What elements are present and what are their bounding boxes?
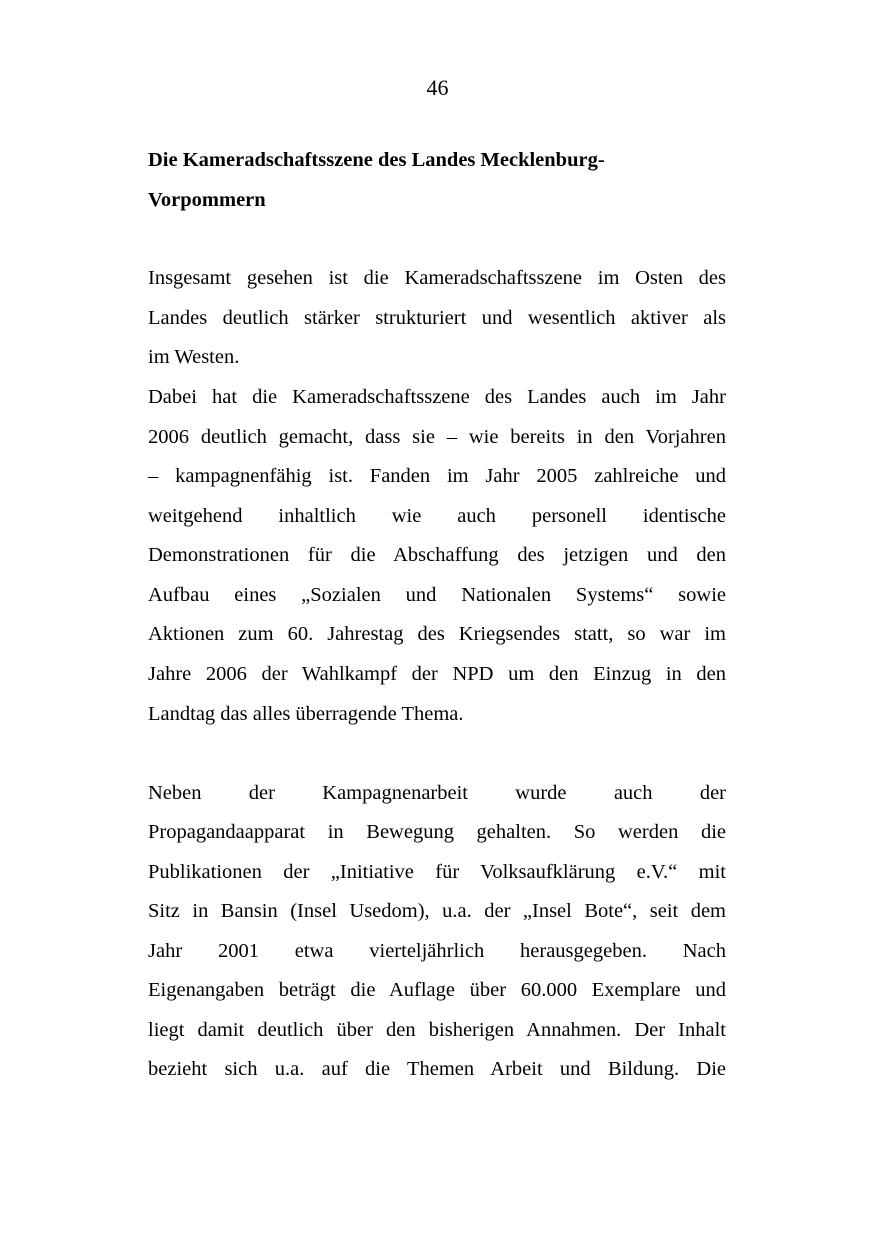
text-line: 2006 deutlich gemacht, dass sie – wie bereits in den Vorjahren bbox=[148, 426, 726, 448]
text-line: Landtag das alles überragende Thema. bbox=[148, 703, 464, 725]
text-line: Sitz in Bansin (Insel Usedom), u.a. der „Insel Bote“, seit dem bbox=[148, 900, 726, 922]
text-line: Landes deutlich stärker strukturiert und wesentlich aktiver als bbox=[148, 307, 726, 329]
text-line: Neben der Kampagnenarbeit wurde auch der bbox=[148, 782, 726, 804]
text-line: Aktionen zum 60. Jahrestag des Kriegsendes statt, so war im bbox=[148, 623, 726, 645]
page-number: 46 bbox=[426, 75, 449, 100]
text-line: weitgehend inhaltlich wie auch personell identische bbox=[148, 505, 726, 527]
text-line: Demonstrationen für die Abschaffung des jetzigen und den bbox=[148, 544, 726, 566]
text-line: Jahre 2006 der Wahlkampf der NPD um den Einzug in den bbox=[148, 663, 726, 685]
text-line: Eigenangaben beträgt die Auflage über 60.000 Exemplare und bbox=[148, 979, 726, 1001]
text-line: liegt damit deutlich über den bisherigen Annahmen. Der Inhalt bbox=[148, 1019, 726, 1041]
heading-line: Vorpommern bbox=[148, 189, 266, 211]
text-line: – kampagnenfähig ist. Fanden im Jahr 2005 zahlreiche und bbox=[148, 465, 726, 487]
text-line: Dabei hat die Kameradschaftsszene des Landes auch im Jahr bbox=[148, 386, 726, 408]
text-line: Publikationen der „Initiative für Volksaufklärung e.V.“ mit bbox=[148, 861, 726, 883]
text-line: Propagandaapparat in Bewegung gehalten. So werden die bbox=[148, 821, 726, 843]
heading-line: Die Kameradschaftsszene des Landes Mecklenburg- bbox=[148, 149, 605, 171]
text-line: Jahr 2001 etwa vierteljährlich herausgegeben. Nach bbox=[148, 940, 726, 962]
text-line: im Westen. bbox=[148, 346, 240, 368]
text-line: bezieht sich u.a. auf die Themen Arbeit und Bildung. Die bbox=[148, 1058, 726, 1080]
text-line: Insgesamt gesehen ist die Kameradschaftsszene im Osten des bbox=[148, 267, 726, 289]
text-line: Aufbau eines „Sozialen und Nationalen Systems“ sowie bbox=[148, 584, 726, 606]
